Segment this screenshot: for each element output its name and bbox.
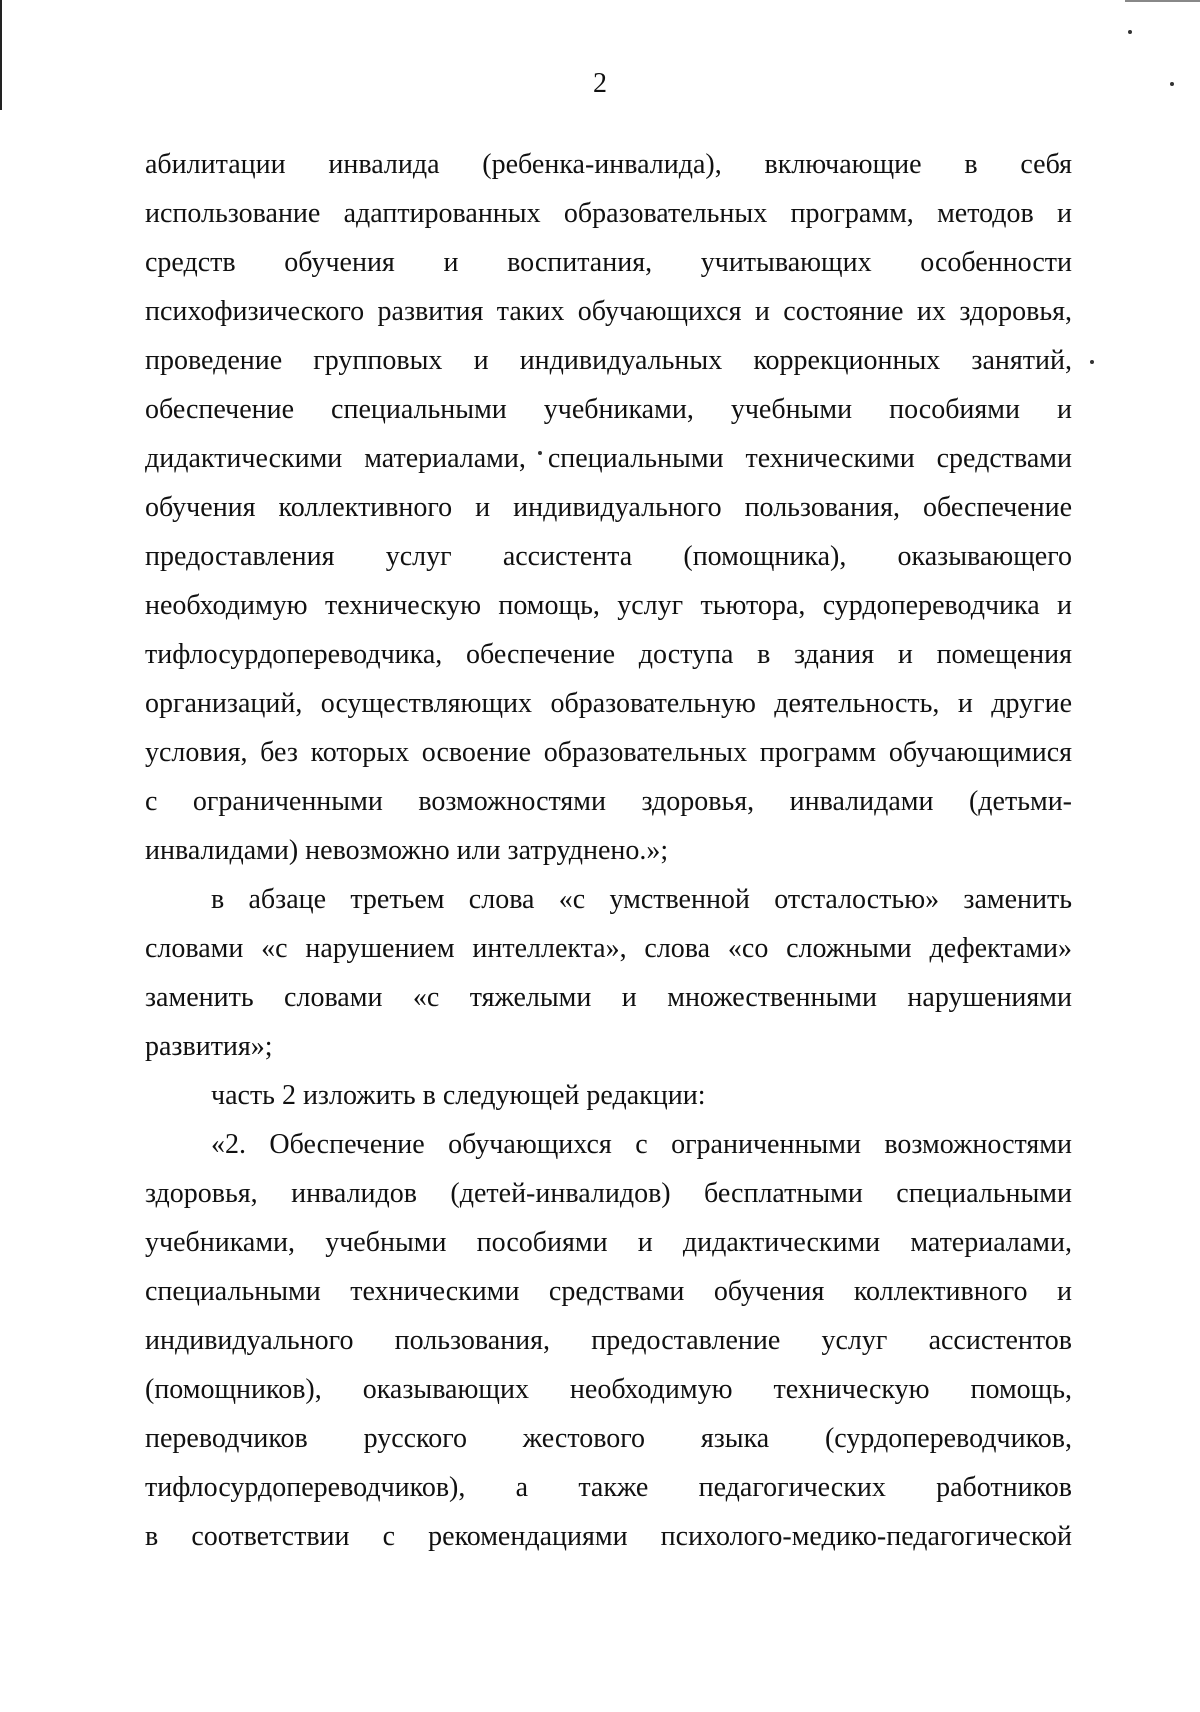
- text-line: заменить словами «с тяжелыми и множественными нарушениями: [145, 982, 1072, 1013]
- text-line: тифлосурдопереводчика, обеспечение доступа в здания и помещения: [145, 639, 1072, 670]
- text-line: индивидуального пользования, предоставление услуг ассистентов: [145, 1325, 1072, 1356]
- text-line: проведение групповых и индивидуальных коррекционных занятий,: [145, 345, 1072, 376]
- text-line: с ограниченными возможностями здоровья, инвалидами (детьми-: [145, 786, 1072, 817]
- text-line: условия, без которых освоение образовательных программ обучающимися: [145, 737, 1072, 768]
- text-line: дидактическими материалами, специальными техническими средствами: [145, 443, 1072, 474]
- text-line: инвалидами) невозможно или затруднено.»;: [145, 835, 669, 866]
- text-line: переводчиков русского жестового языка (сурдопереводчиков,: [145, 1423, 1072, 1454]
- text-line: использование адаптированных образовательных программ, методов и: [145, 198, 1072, 229]
- text-line: специальными техническими средствами обучения коллективного и: [145, 1276, 1072, 1307]
- text-line: организаций, осуществляющих образовательную деятельность, и другие: [145, 688, 1072, 719]
- text-line: «2. Обеспечение обучающихся с ограниченными возможностями: [211, 1129, 1072, 1160]
- page-number: 2: [593, 68, 607, 99]
- text-line: обучения коллективного и индивидуального пользования, обеспечение: [145, 492, 1072, 523]
- text-line: (помощников), оказывающих необходимую техническую помощь,: [145, 1374, 1072, 1405]
- text-line: абилитации инвалида (ребенка-инвалида), включающие в себя: [145, 149, 1072, 180]
- text-line: развития»;: [145, 1031, 273, 1062]
- scan-speck: [1090, 360, 1094, 364]
- text-line: в абзаце третьем слова «с умственной отсталостью» заменить: [211, 884, 1072, 915]
- text-line: здоровья, инвалидов (детей-инвалидов) бесплатными специальными: [145, 1178, 1072, 1209]
- text-line: необходимую техническую помощь, услуг тьютора, сурдопереводчика и: [145, 590, 1072, 621]
- text-line: в соответствии с рекомендациями психолого-медико-педагогической: [145, 1521, 1072, 1552]
- text-line: психофизического развития таких обучающихся и состояние их здоровья,: [145, 296, 1072, 327]
- text-line: часть 2 изложить в следующей редакции:: [211, 1080, 706, 1111]
- text-line: тифлосурдопереводчиков), а также педагогических работников: [145, 1472, 1072, 1503]
- scan-speck: [1128, 30, 1132, 34]
- text-line: словами «с нарушением интеллекта», слова «со сложными дефектами»: [145, 933, 1072, 964]
- text-line: средств обучения и воспитания, учитывающих особенности: [145, 247, 1072, 278]
- document-body: [145, 140, 1072, 1561]
- top-edge-line: [1125, 0, 1200, 2]
- text-line: обеспечение специальными учебниками, учебными пособиями и: [145, 394, 1072, 425]
- text-line: учебниками, учебными пособиями и дидактическими материалами,: [145, 1227, 1072, 1258]
- text-line: предоставления услуг ассистента (помощника), оказывающего: [145, 541, 1072, 572]
